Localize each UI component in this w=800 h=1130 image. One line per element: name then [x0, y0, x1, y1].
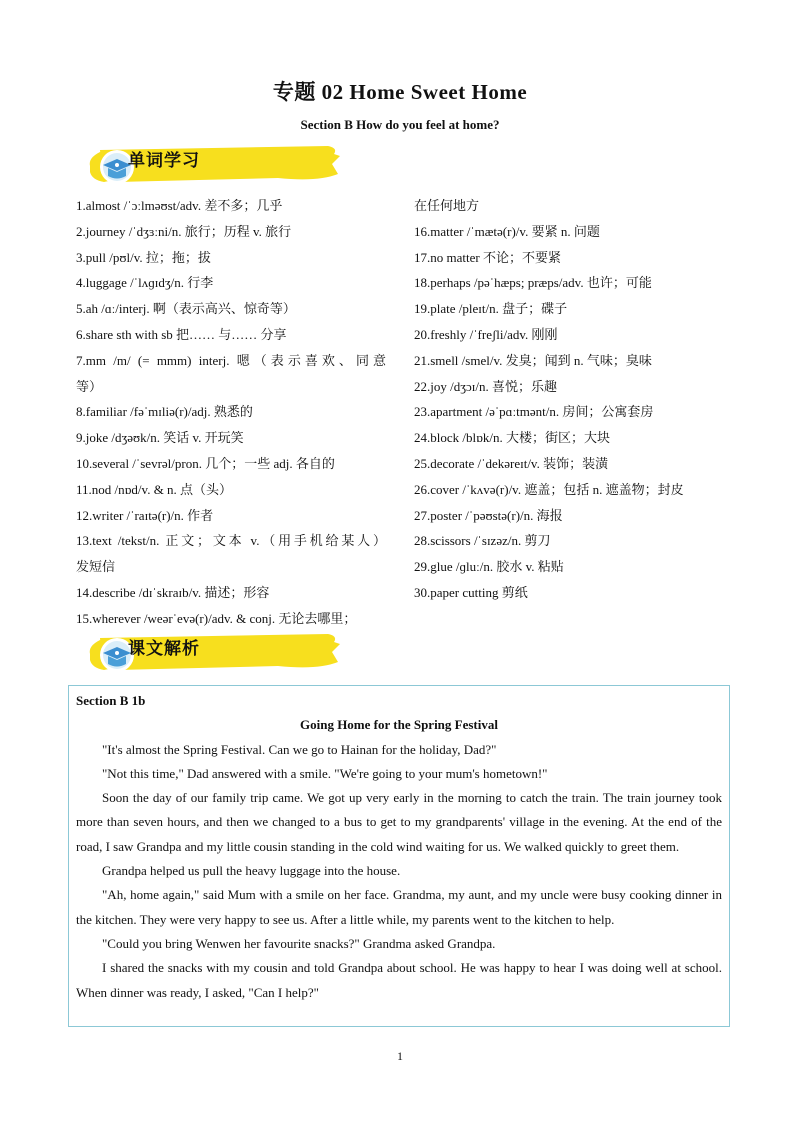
- vocab-banner: [78, 144, 340, 184]
- vocab-item: 28.scissors /ˈsɪzəz/n. 剪刀: [414, 533, 551, 549]
- vocab-item: 9.joke /dʒəʊk/n. 笑话 v. 开玩笑: [76, 430, 244, 446]
- vocab-item: 29.glue /ɡluː/n. 胶水 v. 粘贴: [414, 559, 564, 575]
- page-title: 专题 02 Home Sweet Home: [272, 80, 528, 104]
- vocab-item: 24.block /blɒk/n. 大楼；街区；大块: [414, 430, 611, 446]
- vocab-item: 11.nod /nɒd/v. & n. 点（头）: [76, 481, 233, 497]
- banner-brush-shape: [78, 144, 340, 184]
- vocab-item: 12.writer /ˈraɪtə(r)/n. 作者: [76, 507, 214, 523]
- page-number: 1: [397, 1049, 403, 1063]
- text-banner-label: 课文解析: [128, 639, 200, 659]
- vocab-item: 20.freshly /ˈfreʃli/adv. 刚刚: [414, 326, 558, 342]
- vocab-item-continuation: 发短信: [76, 559, 116, 575]
- vocab-banner-label: 单词学习: [128, 151, 200, 171]
- section-subtitle: Section B How do you feel at home?: [300, 117, 500, 132]
- vocab-item: 23.apartment /əˈpɑːtmənt/n. 房间；公寓套房: [414, 404, 654, 420]
- vocab-item: 22.joy /dʒɔɪ/n. 喜悦；乐趣: [414, 378, 557, 394]
- passage-paragraph: "Could you bring Wenwen her favourite snacks?" Grandma asked Grandpa.: [102, 935, 496, 951]
- vocab-item: 8.familiar /fəˈmɪliə(r)/adj. 熟悉的: [76, 404, 253, 420]
- vocab-item: 7.mm /m/ (= mmm) interj. 嗯（表示喜欢、同意: [76, 352, 386, 368]
- passage-paragraph: "Not this time," Dad answered with a smile. "We're going to your mum's hometown!": [102, 765, 548, 781]
- vocab-item: 3.pull /pʊl/v. 拉；拖；拔: [76, 249, 211, 265]
- vocab-item: 19.plate /pleɪt/n. 盘子；碟子: [414, 301, 568, 317]
- text-banner: [78, 632, 340, 672]
- reading-passage-box: [68, 685, 730, 1027]
- passage-paragraph: I shared the snacks with my cousin and told Grandpa about school. He was happy to hear I was doing well at school. When dinner was ready, I asked, "Can I help?": [76, 960, 722, 1000]
- vocab-list-right: [414, 193, 734, 606]
- vocab-item: 25.decorate /ˈdekəreɪt/v. 装饰；装潢: [414, 455, 609, 471]
- passage-paragraph: "Ah, home again," said Mum with a smile on her face. Grandma, my aunt, and my uncle were busy cooking dinner in the kitchen. They were very happy to see us. After a little while, my parents went to the kitchen to help.: [76, 887, 722, 927]
- vocab-item: 26.cover /ˈkʌvə(r)/v. 遮盖；包括 n. 遮盖物；封皮: [414, 481, 684, 497]
- passage-section-label: Section B 1b: [76, 693, 146, 708]
- vocab-item-continuation: 在任何地方: [414, 198, 480, 213]
- vocab-item: 13.text /tekst/n. 正文；文本 v.（用手机给某人）: [76, 533, 386, 549]
- vocab-item-continuation: 等）: [76, 378, 103, 394]
- vocab-item: 2.journey /ˈdʒɜːni/n. 旅行；历程 v. 旅行: [76, 223, 292, 239]
- vocab-list-left: [76, 193, 386, 632]
- passage-paragraph: Grandpa helped us pull the heavy luggage into the house.: [102, 863, 401, 879]
- vocab-item: 6.share sth with sb 把…… 与…… 分享: [76, 326, 287, 342]
- vocab-item: 15.wherever /weərˈevə(r)/adv. & conj. 无论去哪里；: [76, 610, 357, 626]
- vocab-item: 21.smell /smel/v. 发臭；闻到 n. 气味；臭味: [414, 352, 652, 368]
- vocab-item: 18.perhaps /pəˈhæps; præps/adv. 也许；可能: [414, 275, 652, 291]
- vocab-item: 5.ah /ɑː/interj. 啊（表示高兴、惊奇等）: [76, 301, 296, 317]
- passage-paragraph: Soon the day of our family trip came. We got up very early in the morning to catch the train. The train journey took more than seven hours, and then we changed to a bus to get to my grandparents' village in the evening. At the end of the road, I saw Grandpa and my little cousin standing in the cold wind waiting for us. We walked quickly to greet them.: [76, 790, 722, 854]
- passage-title: Going Home for the Spring Festival: [299, 717, 498, 733]
- banner-brush-shape: [78, 632, 340, 672]
- vocab-item: 30.paper cutting 剪纸: [414, 584, 528, 600]
- vocab-item: 17.no matter 不论；不要紧: [414, 249, 561, 265]
- vocab-item: 1.almost /ˈɔːlməʊst/adv. 差不多；几乎: [76, 198, 283, 213]
- vocab-item: 27.poster /ˈpəʊstə(r)/n. 海报: [414, 507, 563, 523]
- passage-paragraph: "It's almost the Spring Festival. Can we go to Hainan for the holiday, Dad?": [102, 741, 497, 757]
- vocab-item: 14.describe /dɪˈskraɪb/v. 描述；形容: [76, 584, 270, 600]
- vocab-item: 4.luggage /ˈlʌɡɪdʒ/n. 行李: [76, 275, 214, 291]
- vocab-item: 10.several /ˈsevrəl/pron. 几个；一些 adj. 各自的: [76, 455, 335, 471]
- vocab-item: 16.matter /ˈmætə(r)/v. 要紧 n. 问题: [414, 223, 600, 239]
